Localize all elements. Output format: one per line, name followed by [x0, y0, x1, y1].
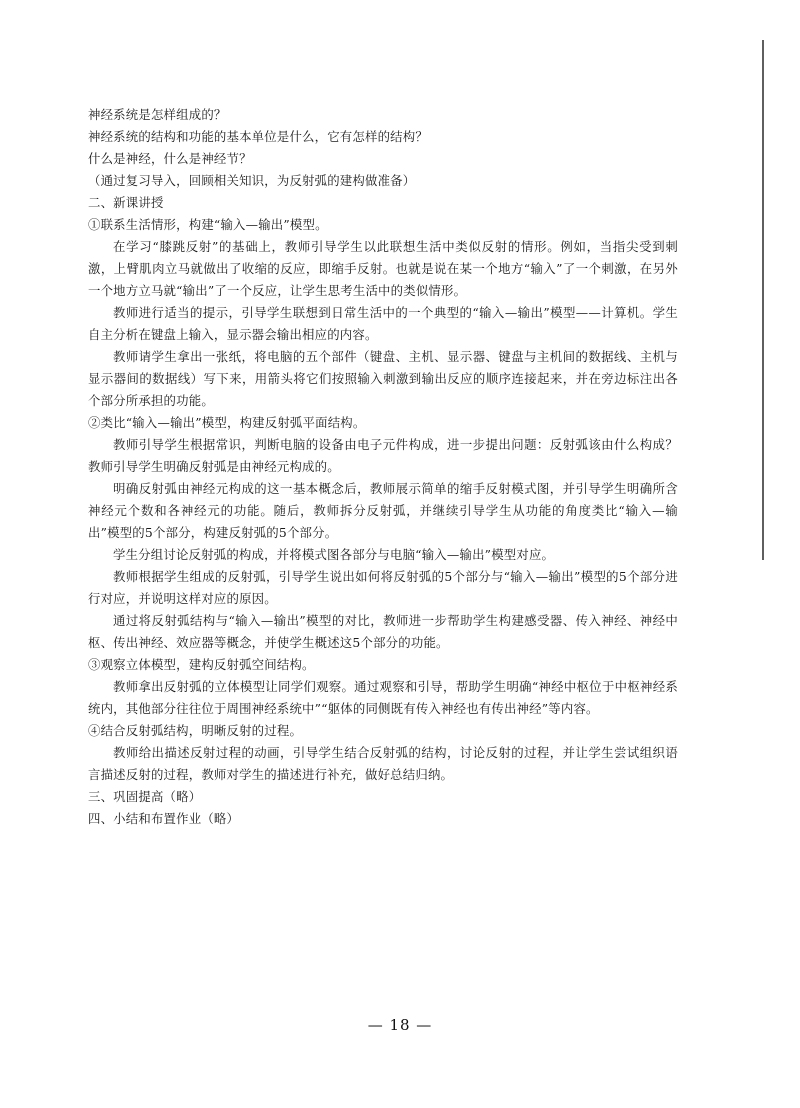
paragraph: 教师给出描述反射过程的动画，引导学生结合反射弧的结构，讨论反射的过程，并让学生尝试组织语言描述反射的过程，教师对学生的描述进行补充，做好总结归纳。 [88, 745, 678, 782]
document-body [88, 104, 678, 830]
paragraph: 教师拿出反射弧的立体模型让同学们观察。通过观察和引导，帮助学生明确“神经中枢位于中枢神经系统内，其他部分往往位于周围神经系统中”“躯体的同侧既有传入神经也有传出神经”等内容。 [88, 679, 678, 716]
paragraph: 神经系统的结构和功能的基本单位是什么，它有怎样的结构？ [88, 129, 428, 144]
paragraph: 神经系统是怎样组成的？ [88, 107, 227, 122]
page-number: — 18 — [367, 1016, 433, 1034]
paragraph: 教师引导学生根据常识，判断电脑的设备由电子元件构成，进一步提出问题：反射弧该由什么构成？教师引导学生明确反射弧是由神经元构成的。 [88, 437, 678, 474]
section-heading: 三、巩固提高（略） [88, 789, 202, 804]
paragraph: 什么是神经，什么是神经节？ [88, 151, 252, 166]
paragraph: 在学习“膝跳反射”的基础上，教师引导学生以此联想生活中类似反射的情形。例如，当指尖受到刺激，上臂肌肉立马就做出了收缩的反应，即缩手反射。也就是说在某一个地方“输入”了一个刺激，在另外一个地方立马就“输出”了一个反应，让学生思考生活中的类似情形。 [88, 239, 678, 298]
subsection-heading: ②类比“输入—输出”模型，构建反射弧平面结构。 [88, 415, 366, 430]
section-heading: 二、新课讲授 [88, 195, 164, 210]
scan-edge-line [762, 40, 764, 560]
subsection-heading: ①联系生活情形，构建“输入—输出”模型。 [88, 217, 328, 232]
paragraph: （通过复习导入，回顾相关知识，为反射弧的建构做准备） [88, 173, 416, 188]
section-heading: 四、小结和布置作业（略） [88, 811, 240, 826]
paragraph: 通过将反射弧结构与“输入—输出”模型的对比，教师进一步帮助学生构建感受器、传入神经、神经中枢、传出神经、效应器等概念，并使学生概述这5个部分的功能。 [88, 613, 678, 650]
subsection-heading: ③观察立体模型，建构反射弧空间结构。 [88, 657, 315, 672]
paragraph: 教师进行适当的提示，引导学生联想到日常生活中的一个典型的“输入—输出”模型——计算机。学生自主分析在键盘上输入，显示器会输出相应的内容。 [88, 305, 678, 342]
paragraph: 学生分组讨论反射弧的构成，并将模式图各部分与电脑“输入—输出”模型对应。 [113, 547, 555, 562]
paragraph: 教师请学生拿出一张纸，将电脑的五个部件（键盘、主机、显示器、键盘与主机间的数据线、主机与显示器间的数据线）写下来，用箭头将它们按照输入刺激到输出反应的顺序连接起来，并在旁边标注出各个部分所承担的功能。 [88, 349, 678, 408]
subsection-heading: ④结合反射弧结构，明晰反射的过程。 [88, 723, 303, 738]
paragraph: 教师根据学生组成的反射弧，引导学生说出如何将反射弧的5个部分与“输入—输出”模型的5个部分进行对应，并说明这样对应的原因。 [88, 569, 678, 606]
paragraph: 明确反射弧由神经元构成的这一基本概念后，教师展示简单的缩手反射模式图，并引导学生明确所含神经元个数和各神经元的功能。随后，教师拆分反射弧，并继续引导学生从功能的角度类比“输入—输出”模型的5个部分，构建反射弧的5个部分。 [88, 481, 678, 540]
